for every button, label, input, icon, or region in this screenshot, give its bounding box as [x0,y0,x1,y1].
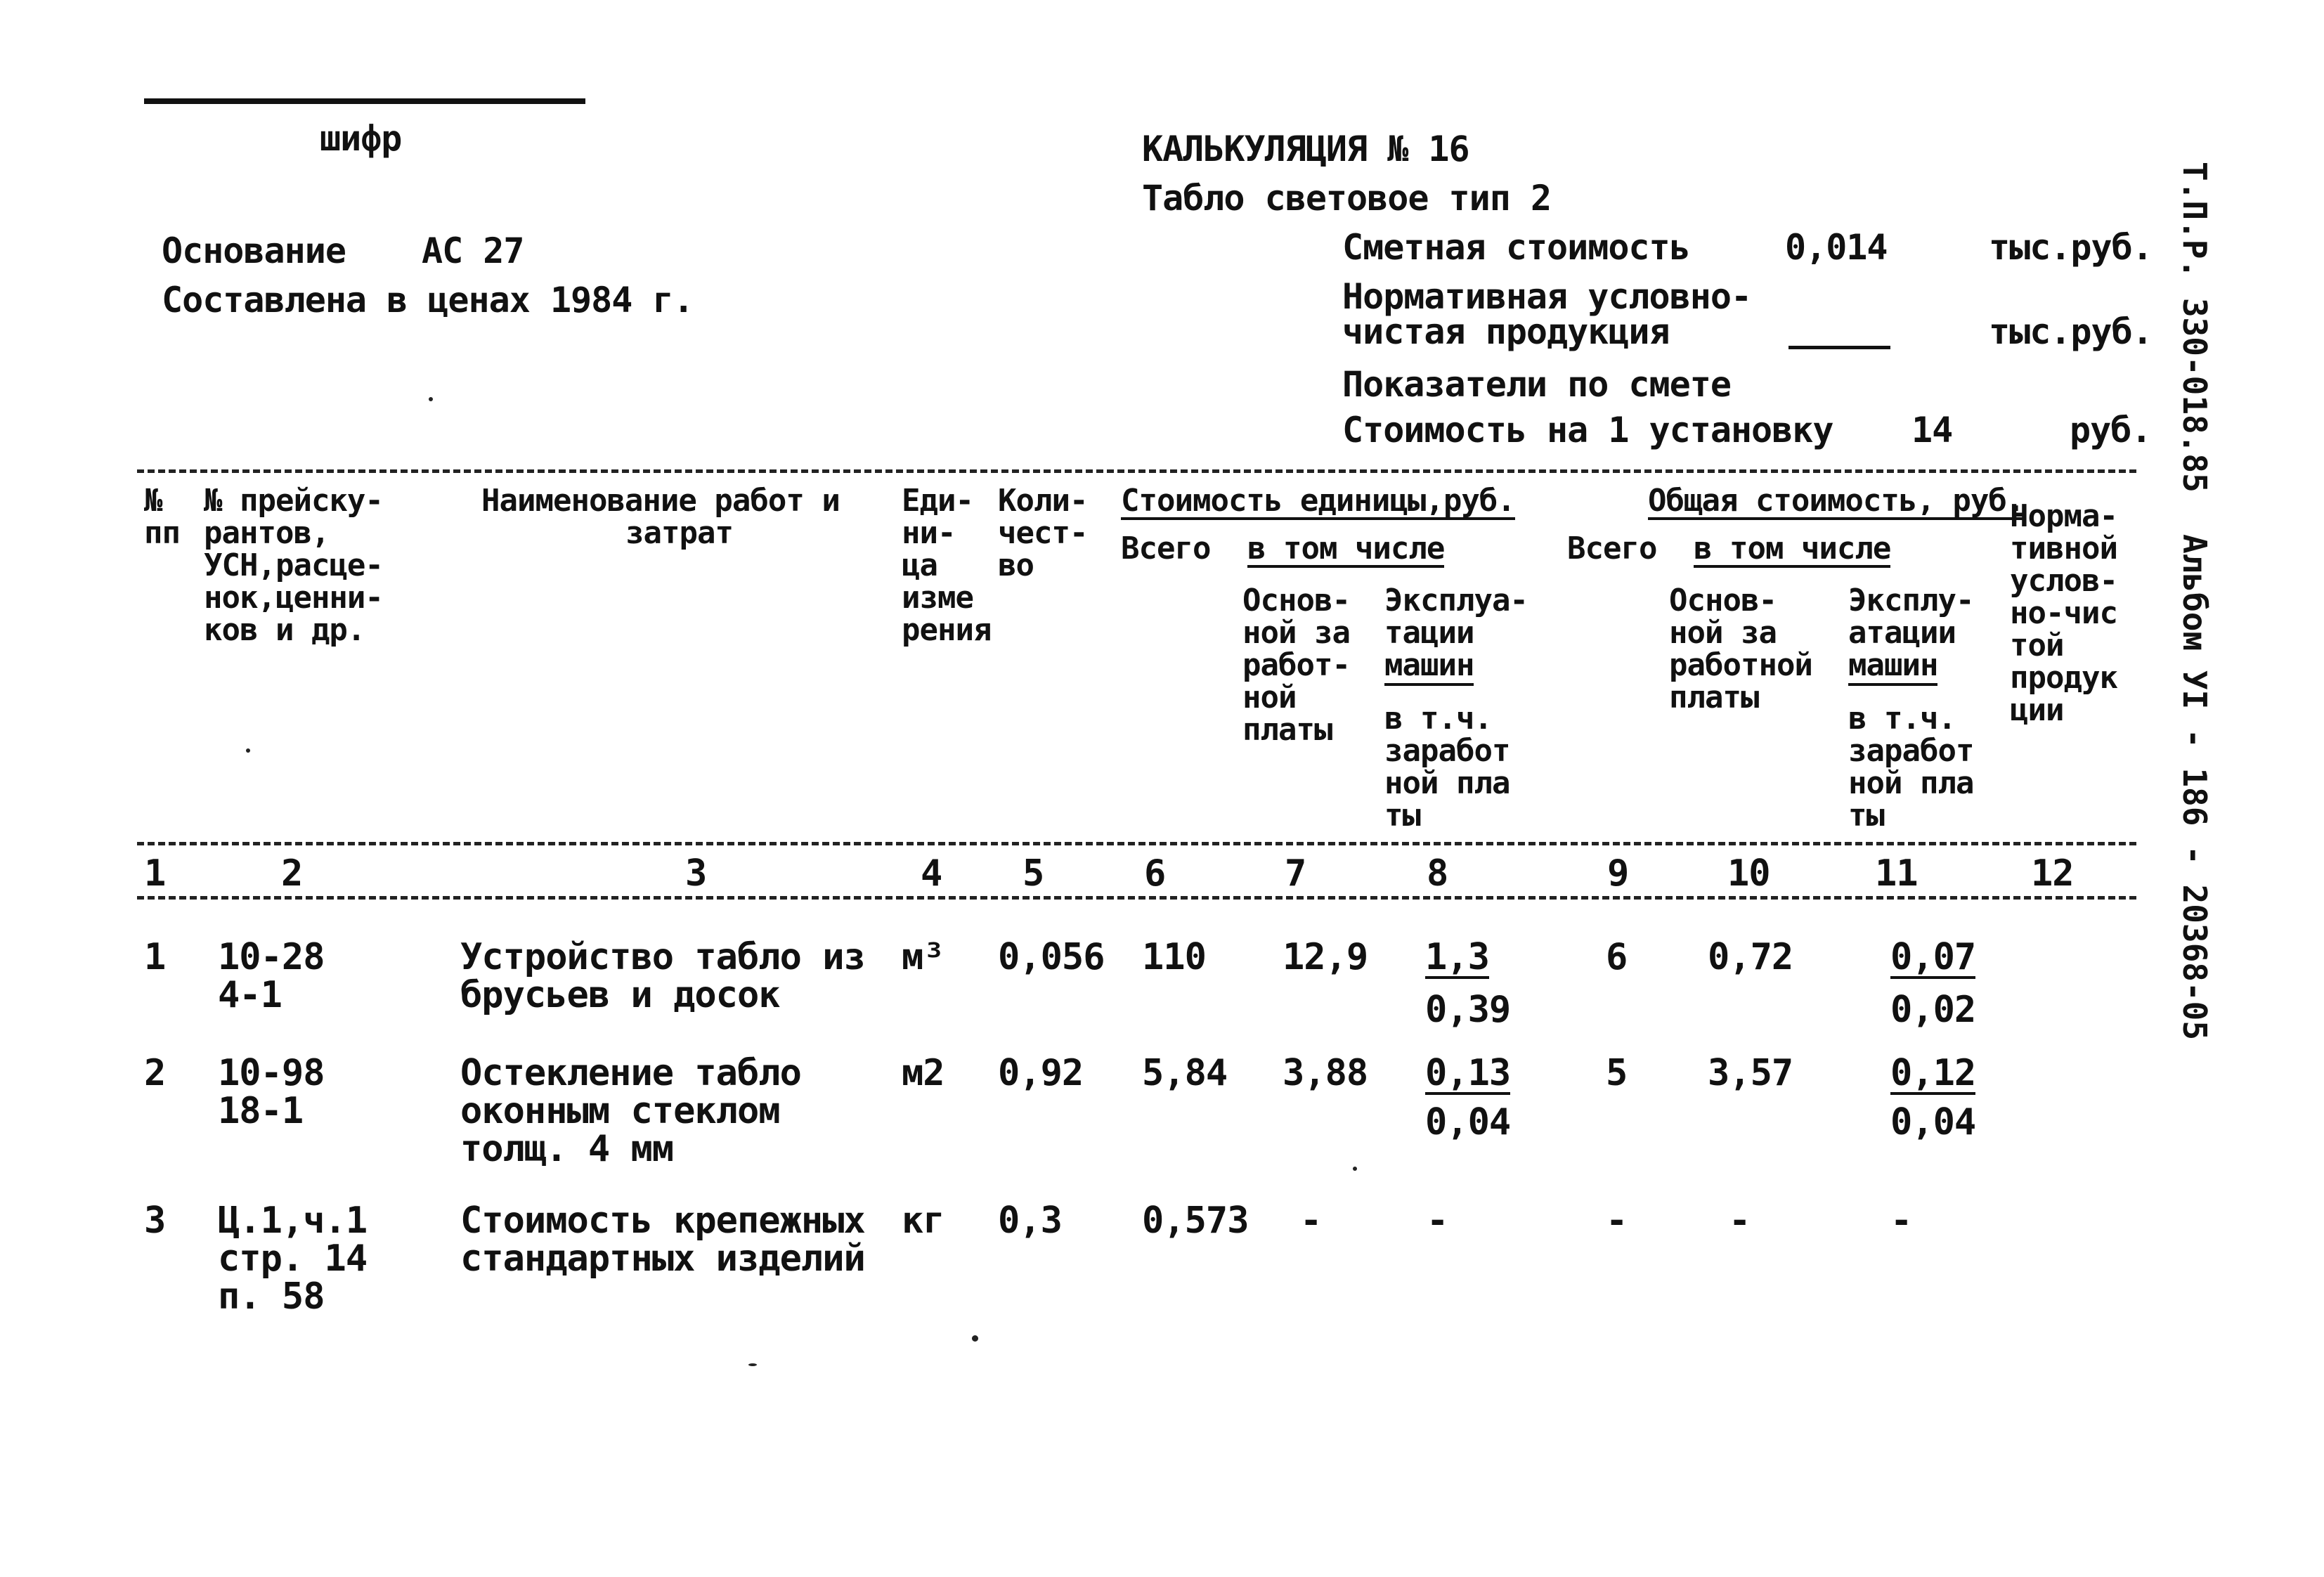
col-7-header: Основ- ной за работ- ной платы [1242,583,1350,748]
row-total-base: - [1729,1200,1751,1242]
shifr-label: шифр [320,118,402,159]
row-number: 2 [144,1052,166,1094]
row-unit-mach-wage: 0,39 [1425,989,1511,1031]
row-unit-total: 0,573 [1142,1200,1249,1242]
row-total-total: - [1606,1200,1628,1242]
osnovanie-value: АС 27 [422,231,524,271]
document-title: КАЛЬКУЛЯЦИЯ № 16 [1142,129,1469,169]
col-number-2: 2 [281,852,303,895]
row-code: 10-98 18-1 [218,1052,325,1132]
row-total-mach: 0,12 [1890,1052,1976,1094]
pokazateli-label: Показатели по смете [1342,364,1731,405]
row-qty: 0,3 [998,1200,1062,1242]
col-8-header: Эксплуа- тации машин [1384,585,1528,682]
row-total-total: 5 [1606,1052,1628,1094]
row-code: 10-28 4-1 [218,936,325,1016]
row-total-base: 0,72 [1708,936,1793,978]
col-number-7: 7 [1285,852,1306,895]
col-1-header: № пп [144,483,180,551]
scan-speck [246,748,250,753]
col-number-9: 9 [1607,852,1629,895]
col-number-8: 8 [1427,852,1448,895]
stoimost-value: 14 [1911,410,1953,450]
col-10-header: Основ- ной за работной платы [1669,583,1812,715]
total-cost-subgroup-header: в том числе [1694,531,1891,566]
smetnaya-unit: тыс.руб. [1989,227,2153,268]
row-unit-base: - [1300,1200,1322,1242]
col-number-11: 11 [1875,852,1918,895]
col-5-header: Коли- чест- во [998,483,1088,583]
row-total-base: 3,57 [1708,1052,1793,1094]
normativ-blank-line [1789,346,1890,349]
col-number-4: 4 [921,852,942,895]
table-top-rule [137,469,2136,473]
row-code: Ц.1,ч.1 стр. 14 п. 58 [218,1200,368,1318]
scan-speck [1353,1167,1357,1171]
side-album-text: Альбом УI - 186 - 20368-05 [2176,534,2214,1041]
normativ-label-2: чистая продукция [1342,311,1670,352]
row-number: 3 [144,1200,166,1242]
unit-cost-subgroup-header: в том числе [1247,531,1445,566]
scan-speck [972,1335,978,1342]
osnovanie-label: Основание [162,231,346,271]
col-number-12: 12 [2031,852,2074,895]
scan-speck [429,397,433,401]
col-number-1: 1 [144,852,166,895]
col-number-6: 6 [1144,852,1166,895]
row-unit: м2 [902,1052,944,1094]
col-2-header: № прейску- рантов, УСН,расце- нок,ценни- ков и др. [204,483,383,648]
col-9-header: Всего [1567,531,1657,566]
normativ-unit: тыс.руб. [1989,311,2153,352]
row-name: Устройство табло из брусьев и досок [460,936,865,1016]
row-qty: 0,92 [998,1052,1084,1094]
row-total-mach: 0,07 [1890,936,1976,978]
stoimost-unit: руб. [2070,410,2152,450]
row-unit-total: 5,84 [1142,1052,1228,1094]
normativ-label-1: Нормативная условно- [1342,276,1752,317]
row-unit: кг [902,1200,944,1242]
row-unit-base: 12,9 [1283,936,1368,978]
unit-cost-group-header: Стоимость единицы,руб. [1121,483,1515,519]
scan-speck [748,1363,757,1366]
col-number-10: 10 [1727,852,1770,895]
row-unit-base: 3,88 [1283,1052,1368,1094]
row-unit-mach: 0,13 [1425,1052,1511,1094]
stoimost-label: Стоимость на 1 установку [1342,410,1833,450]
col-6-header: Всего [1121,531,1211,566]
col-3-header-line1: Наименование работ и [481,483,840,519]
total-cost-group-header: Общая стоимость, руб. [1648,483,2025,519]
col-8-sub-header: в т.ч. заработ ной пла ты [1384,701,1510,833]
row-unit-total: 110 [1142,936,1206,978]
row-total-total: 6 [1606,936,1628,978]
row-unit: м³ [902,936,944,978]
row-unit-mach: - [1427,1200,1448,1242]
col-11-header: Эксплу- атации машин [1848,585,1973,682]
row-total-mach-wage: 0,02 [1890,989,1976,1031]
col-12-header: Норма- тивной услов- но-чис той продук ции [2010,498,2117,728]
table-numbers-rule [137,896,2136,900]
col-4-header: Еди- ни- ца изме рения [902,483,992,648]
row-total-mach: - [1890,1200,1912,1242]
smetnaya-label: Сметная стоимость [1342,227,1690,268]
table-header-rule [137,842,2136,845]
col-11-sub-header: в т.ч. заработ ной пла ты [1848,701,1974,833]
col-3-header-line2: затрат [625,515,733,551]
row-qty: 0,056 [998,936,1105,978]
col-number-5: 5 [1023,852,1044,895]
row-total-mach-wage: 0,04 [1890,1101,1976,1143]
smetnaya-value: 0,014 [1785,227,1888,268]
document-subtitle: Табло световое тип 2 [1142,178,1552,219]
sostavlena-text: Составлена в ценах 1984 г. [162,280,694,320]
row-number: 1 [144,936,166,978]
row-unit-mach-wage: 0,04 [1425,1101,1511,1143]
row-name: Остекление табло оконным стеклом толщ. 4 мм [460,1052,801,1170]
side-code-top: Т.П.Р. 330-018.85 [2176,162,2214,493]
row-unit-mach: 1,3 [1425,936,1489,978]
col-number-3: 3 [685,852,707,895]
top-rule [144,98,585,104]
row-name: Стоимость крепежных стандартных изделий [460,1200,865,1280]
